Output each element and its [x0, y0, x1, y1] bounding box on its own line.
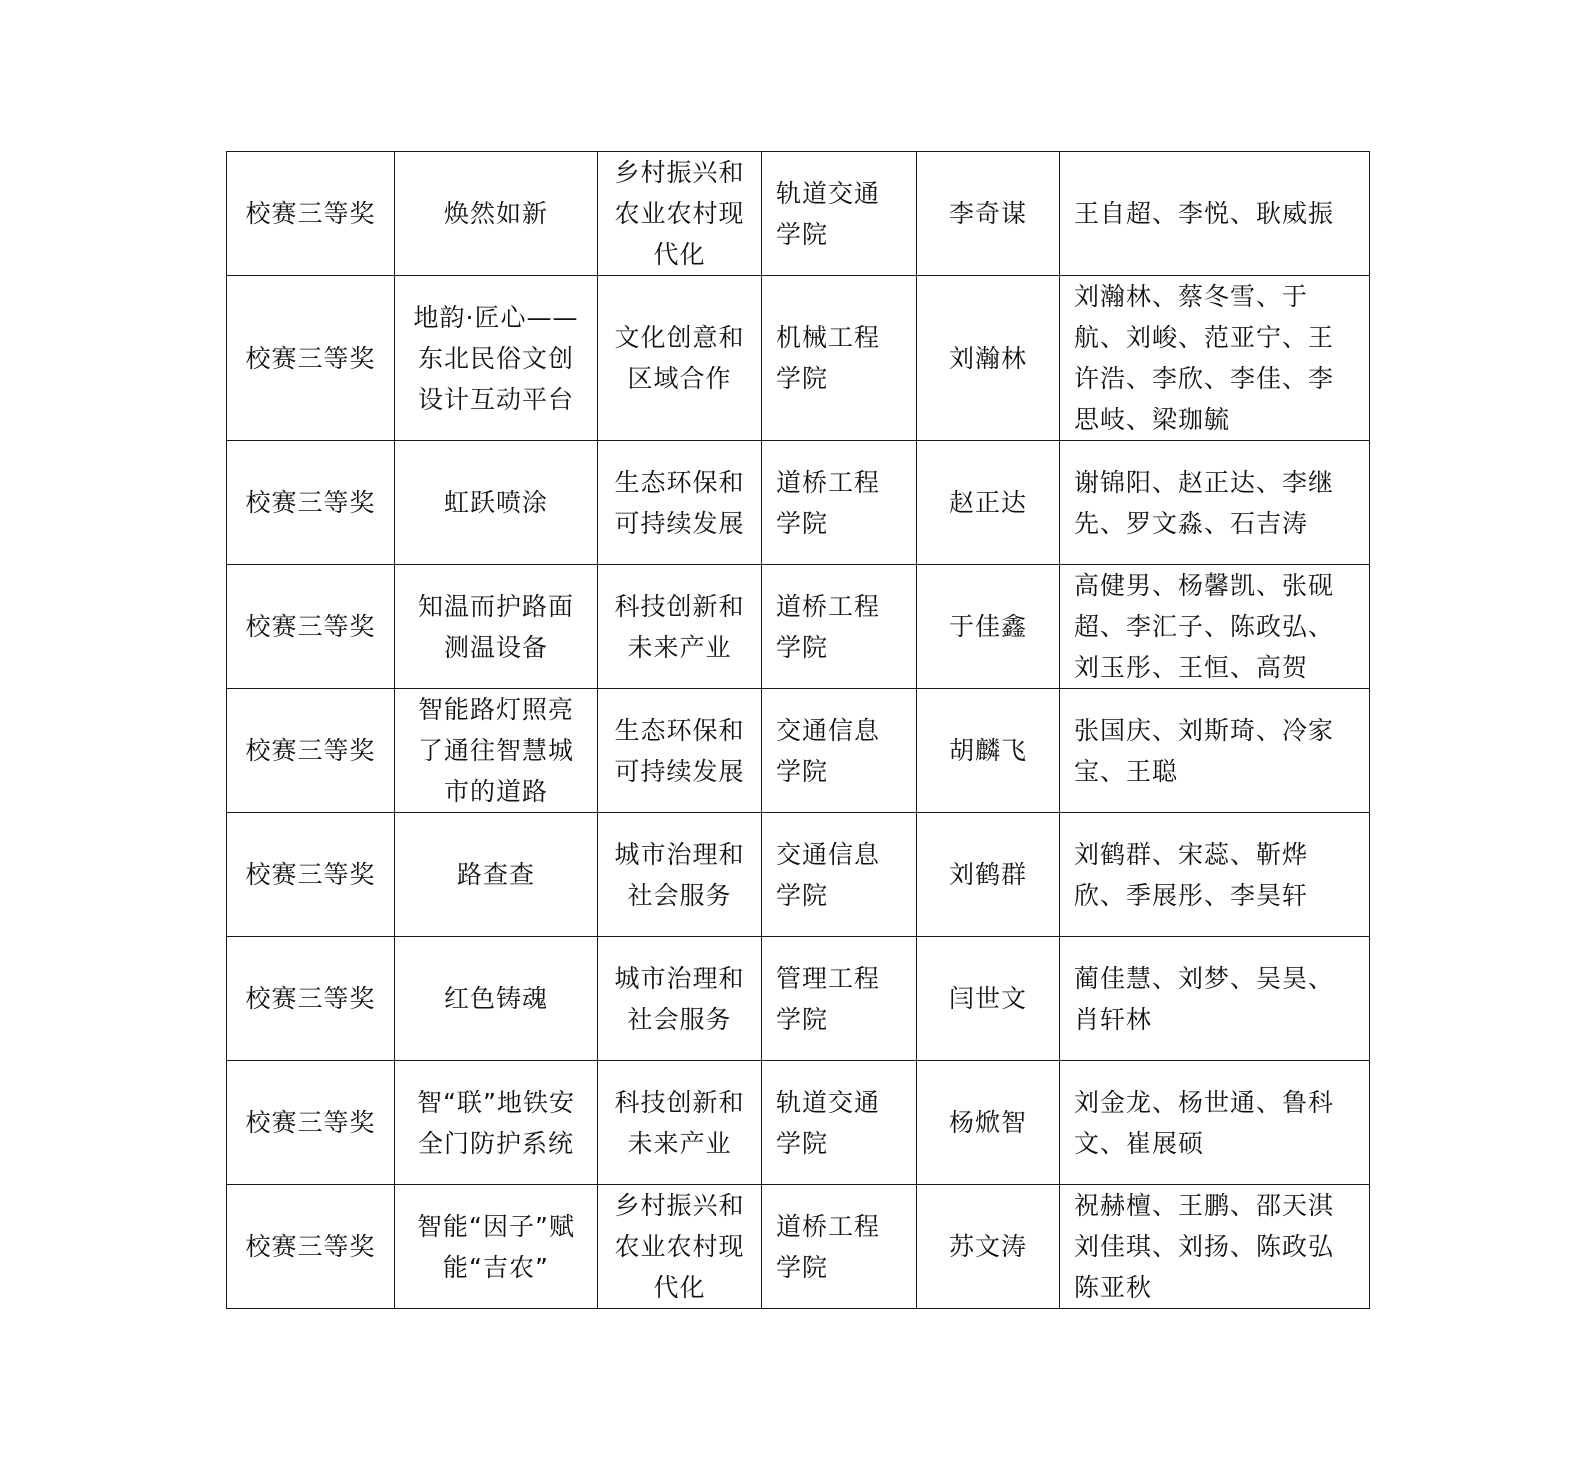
- school-cell: 管理工程学院: [762, 937, 917, 1061]
- award-cell: 校赛三等奖: [227, 152, 395, 276]
- award-cell: 校赛三等奖: [227, 441, 395, 565]
- project-cell: 智能“因子”赋能“吉农”: [395, 1185, 598, 1309]
- table-row: [227, 152, 1370, 276]
- award-cell: 校赛三等奖: [227, 565, 395, 689]
- project-cell: 智“联”地铁安全门防护系统: [395, 1061, 598, 1185]
- project-cell: 路查查: [395, 813, 598, 937]
- members-cell: 高健男、杨馨凯、张砚超、李汇子、陈政弘、刘玉彤、王恒、高贺: [1060, 565, 1370, 689]
- track-cell: 乡村振兴和农业农村现代化: [598, 1185, 762, 1309]
- leader-cell: 苏文涛: [917, 1185, 1060, 1309]
- school-cell: 轨道交通学院: [762, 152, 917, 276]
- school-cell: 交通信息学院: [762, 689, 917, 813]
- leader-cell: 胡麟飞: [917, 689, 1060, 813]
- table-row: [227, 565, 1370, 689]
- track-cell: 科技创新和未来产业: [598, 565, 762, 689]
- track-cell: 生态环保和可持续发展: [598, 689, 762, 813]
- members-cell: 刘瀚林、蔡冬雪、于航、刘峻、范亚宁、王许浩、李欣、李佳、李思岐、梁珈毓: [1060, 276, 1370, 441]
- table-row: [227, 937, 1370, 1061]
- members-cell: 王自超、李悦、耿威振: [1060, 152, 1370, 276]
- table-row: [227, 813, 1370, 937]
- track-cell: 乡村振兴和农业农村现代化: [598, 152, 762, 276]
- leader-cell: 刘瀚林: [917, 276, 1060, 441]
- table-row: [227, 689, 1370, 813]
- school-cell: 轨道交通学院: [762, 1061, 917, 1185]
- members-cell: 蔺佳慧、刘梦、吴昊、肖轩林: [1060, 937, 1370, 1061]
- table-row: [227, 276, 1370, 441]
- project-cell: 焕然如新: [395, 152, 598, 276]
- track-cell: 城市治理和社会服务: [598, 937, 762, 1061]
- award-cell: 校赛三等奖: [227, 937, 395, 1061]
- track-cell: 生态环保和可持续发展: [598, 441, 762, 565]
- school-cell: 机械工程学院: [762, 276, 917, 441]
- award-cell: 校赛三等奖: [227, 813, 395, 937]
- members-cell: 刘鹤群、宋蕊、靳烨欣、季展彤、李昊轩: [1060, 813, 1370, 937]
- leader-cell: 于佳鑫: [917, 565, 1060, 689]
- members-cell: 张国庆、刘斯琦、冷家宝、王聪: [1060, 689, 1370, 813]
- leader-cell: 刘鹤群: [917, 813, 1060, 937]
- school-cell: 交通信息学院: [762, 813, 917, 937]
- award-cell: 校赛三等奖: [227, 689, 395, 813]
- award-cell: 校赛三等奖: [227, 1061, 395, 1185]
- school-cell: 道桥工程学院: [762, 1185, 917, 1309]
- project-cell: 虹跃喷涂: [395, 441, 598, 565]
- project-cell: 地韵·匠心——东北民俗文创设计互动平台: [395, 276, 598, 441]
- project-cell: 知温而护路面测温设备: [395, 565, 598, 689]
- award-cell: 校赛三等奖: [227, 1185, 395, 1309]
- leader-cell: 杨焮智: [917, 1061, 1060, 1185]
- project-cell: 智能路灯照亮了通往智慧城市的道路: [395, 689, 598, 813]
- track-cell: 文化创意和区域合作: [598, 276, 762, 441]
- table-row: [227, 1061, 1370, 1185]
- members-cell: 刘金龙、杨世通、鲁科文、崔展硕: [1060, 1061, 1370, 1185]
- table-row: [227, 1185, 1370, 1309]
- award-cell: 校赛三等奖: [227, 276, 395, 441]
- awards-table: [226, 151, 1370, 1309]
- members-cell: 谢锦阳、赵正达、李继先、罗文淼、石吉涛: [1060, 441, 1370, 565]
- members-cell: 祝赫檀、王鹏、邵天淇刘佳琪、刘扬、陈政弘陈亚秋: [1060, 1185, 1370, 1309]
- leader-cell: 闫世文: [917, 937, 1060, 1061]
- school-cell: 道桥工程学院: [762, 565, 917, 689]
- track-cell: 科技创新和未来产业: [598, 1061, 762, 1185]
- leader-cell: 李奇谋: [917, 152, 1060, 276]
- table-row: [227, 441, 1370, 565]
- track-cell: 城市治理和社会服务: [598, 813, 762, 937]
- school-cell: 道桥工程学院: [762, 441, 917, 565]
- project-cell: 红色铸魂: [395, 937, 598, 1061]
- leader-cell: 赵正达: [917, 441, 1060, 565]
